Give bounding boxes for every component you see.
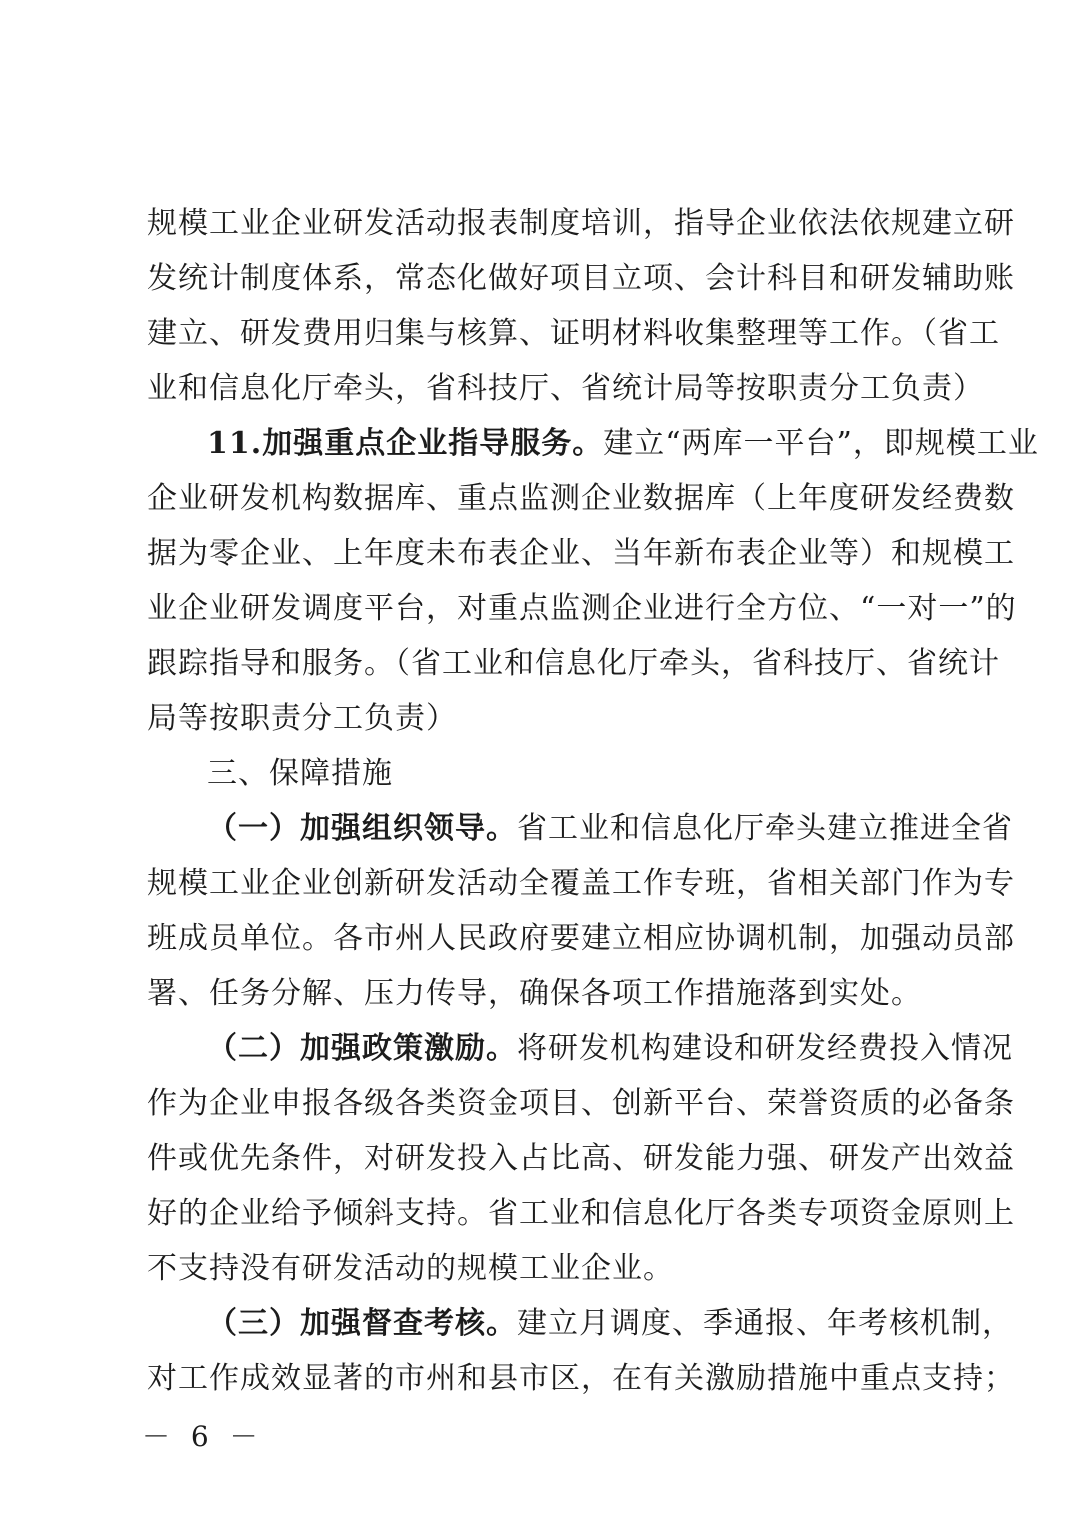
item-11-first-line	[147, 416, 1039, 471]
text-line: 据为零企业、上年度未布表企业、当年新布表企业等）和规模工	[147, 536, 1015, 571]
text-line: 企业研发机构数据库、重点监测企业数据库（上年度研发经费数	[147, 481, 1015, 516]
measure-3-first-line	[147, 1296, 1013, 1351]
text-line: 作为企业申报各级各类资金项目、创新平台、荣誉资质的必备条	[147, 1086, 1015, 1121]
text-line: 局等按职责分工负责）	[147, 701, 457, 736]
text-line: 发统计制度体系，常态化做好项目立项、会计科目和研发辅助账	[147, 261, 1015, 296]
page-number: － 6 －	[142, 1420, 264, 1453]
text-line: 规模工业企业创新研发活动全覆盖工作专班，省相关部门作为专	[147, 866, 1015, 901]
measure-3-first-rest: 建立月调度、季通报、年考核机制，	[517, 1306, 1013, 1341]
text-line: 跟踪指导和服务。（省工业和信息化厅牵头，省科技厅、省统计	[147, 646, 1000, 681]
text-line: 署、任务分解、压力传导，确保各项工作措施落到实处。	[147, 976, 922, 1011]
text-line: 不支持没有研发活动的规模工业企业。	[147, 1251, 674, 1286]
measure-1-first-line	[147, 801, 1013, 856]
text-line: 件或优先条件，对研发投入占比高、研发能力强、研发产出效益	[147, 1141, 1015, 1176]
text-line: 规模工业企业研发活动报表制度培训，指导企业依法依规建立研	[147, 206, 1015, 241]
text-line: 建立、研发费用归集与核算、证明材料收集整理等工作。（省工	[147, 316, 1000, 351]
text-line: 班成员单位。各市州人民政府要建立相应协调机制，加强动员部	[147, 921, 1015, 956]
measure-2-lead: （二）加强政策激励。	[207, 1031, 517, 1066]
measure-1-first-rest: 省工业和信息化厅牵头建立推进全省	[517, 811, 1013, 846]
text-line: 业和信息化厅牵头，省科技厅、省统计局等按职责分工负责）	[147, 371, 984, 406]
section-heading: 三、保障措施	[207, 756, 393, 791]
measure-2-first-line	[147, 1021, 1013, 1076]
text-line: 对工作成效显著的市州和县市区，在有关激励措施中重点支持；	[147, 1361, 1015, 1396]
text-line: 业企业研发调度平台，对重点监测企业进行全方位、“一对一”的	[147, 591, 1017, 626]
body-text	[147, 196, 1039, 1406]
measure-1-lead: （一）加强组织领导。	[207, 811, 517, 846]
measure-2-first-rest: 将研发机构建设和研发经费投入情况	[517, 1031, 1013, 1066]
text-line: 好的企业给予倾斜支持。省工业和信息化厅各类专项资金原则上	[147, 1196, 1015, 1231]
item-11-lead: 11.加强重点企业指导服务。	[207, 426, 604, 461]
item-11-first-rest: 建立“两库一平台”，即规模工业	[603, 426, 1039, 461]
measure-3-lead: （三）加强督查考核。	[207, 1306, 517, 1341]
